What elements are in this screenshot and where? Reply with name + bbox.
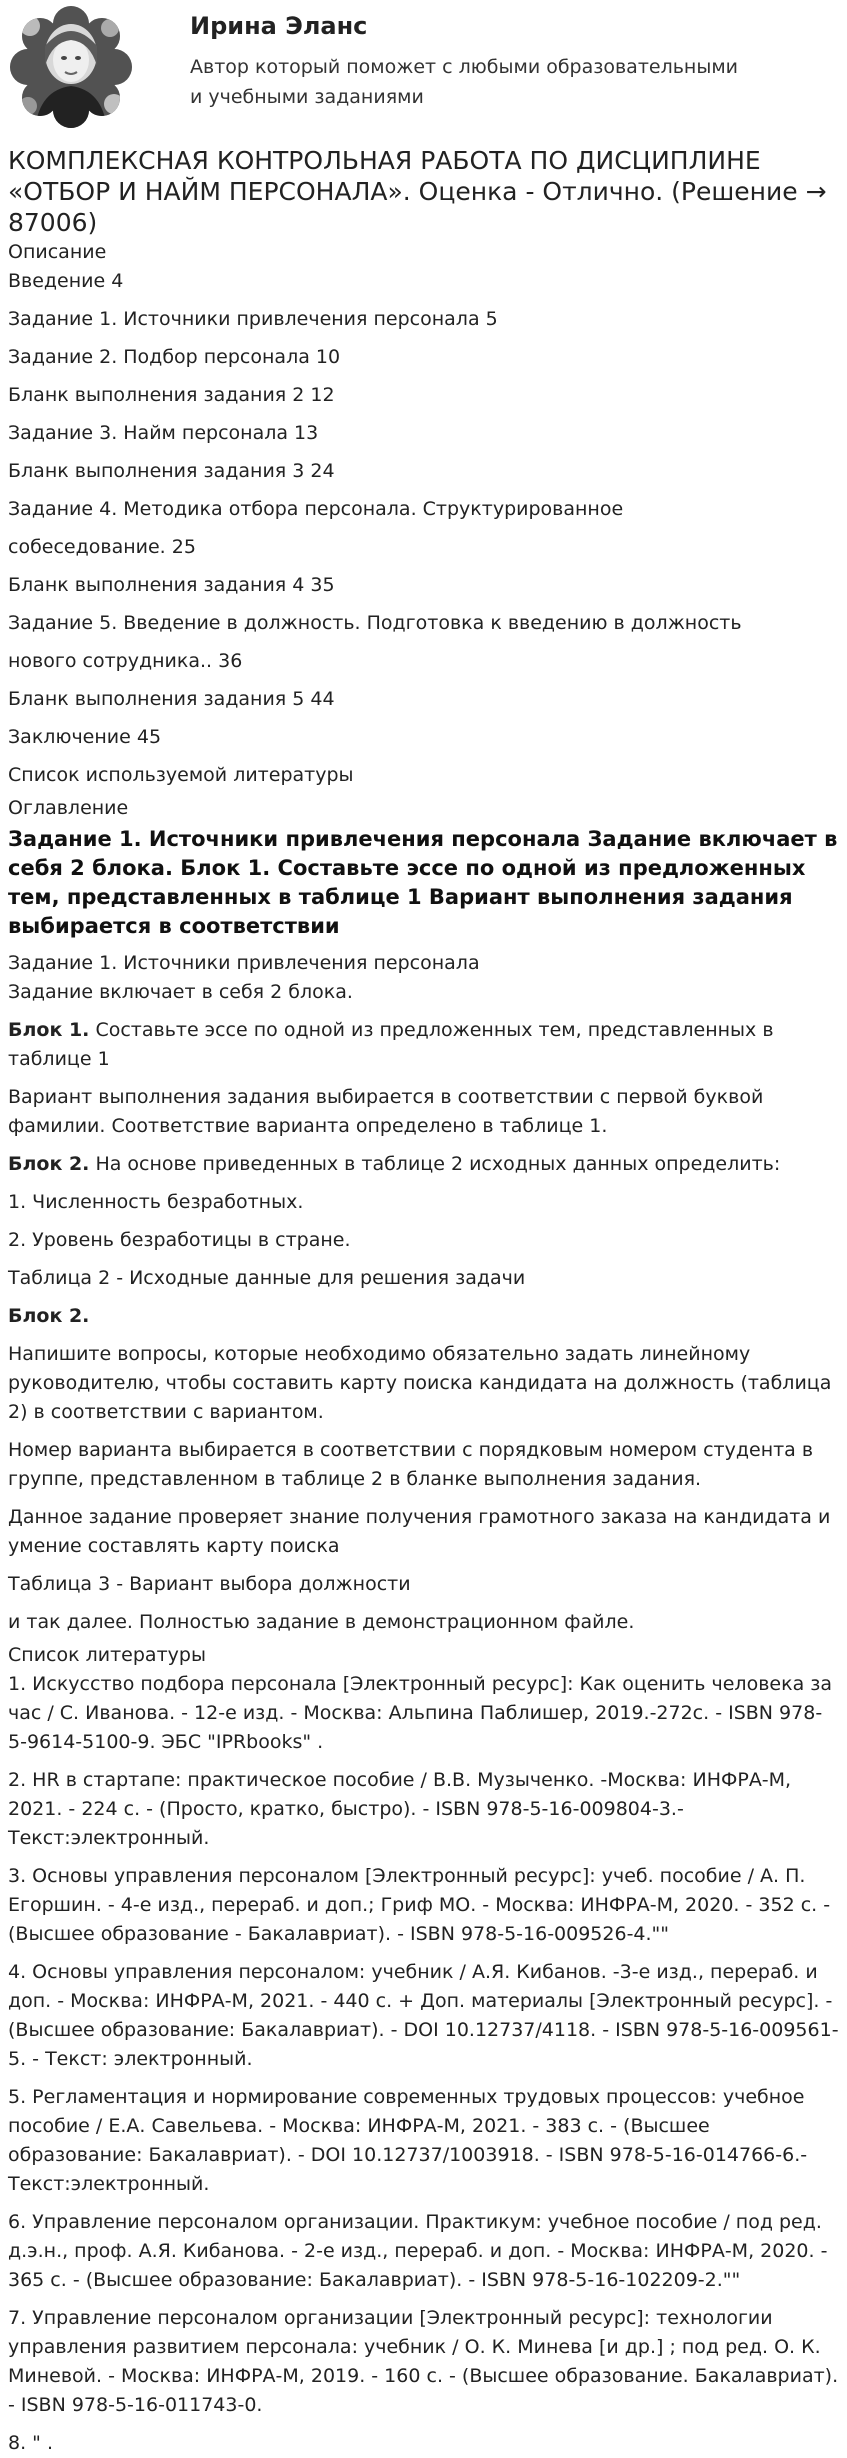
literature-item: 8. " .	[8, 2432, 53, 2454]
block2-paragraph	[8, 1150, 839, 1179]
contents-label: Оглавление	[8, 797, 129, 819]
table-of-contents	[8, 267, 839, 790]
toc-item: Задание 3. Найм персонала 13	[8, 422, 319, 444]
literature-item: 1. Искусство подбора персонала [Электронный ресурс]: Как оценить человека за час / С. Иванова. - 12-е изд. - Москва: Альпина Паблишер, 2019.-272с. - ISBN 978-5-9614-5100-9. ЭБС "IPRbooks" .	[8, 1673, 832, 1753]
task-line: Задание 1. Источники привлечения персонала	[8, 952, 480, 974]
author-name[interactable]: Ирина Эланс	[190, 12, 368, 40]
toc-item: Бланк выполнения задания 2 12	[8, 384, 335, 406]
toc-item: нового сотрудника.. 36	[8, 650, 243, 672]
block2-label: Блок 2.	[8, 1153, 90, 1175]
toc-item: Бланк выполнения задания 3 24	[8, 460, 335, 482]
toc-item: собеседование. 25	[8, 536, 196, 558]
block1-label: Блок 1.	[8, 1019, 90, 1041]
toc-item: Задание 5. Введение в должность. Подготовка к введению в должность	[8, 612, 742, 634]
literature-item: 3. Основы управления персоналом [Электронный ресурс]: учеб. пособие / А. П. Егоршин. - 4-е изд., перераб. и доп.; Гриф МО. - Москва: ИНФРА-М, 2020. - 352 с. - (Высшее образование - Бакалавриат). - ISBN 978-5-16-009526-4.""	[8, 1865, 831, 1945]
literature-item: 5. Регламентация и нормирование современных трудовых процессов: учебное пособие / Е.А. Савельева. - Москва: ИНФРА-М, 2021. - 383 с. - (Высшее образование: Бакалавриат). - DOI 10.12737/1003918. - ISBN 978-5-16-014766-6.- Текст:электронный.	[8, 2086, 808, 2195]
block2-text: На основе приведенных в таблице 2 исходных данных определить:	[89, 1153, 781, 1175]
toc-item: Введение 4	[8, 270, 124, 292]
list-item: 1. Численность безработных.	[8, 1191, 304, 1213]
toc-item: Заключение 45	[8, 726, 162, 748]
avatar-image	[10, 6, 132, 128]
toc-item: Бланк выполнения задания 4 35	[8, 574, 335, 596]
author-description: Автор который поможет с любыми образовательными и учебными заданиями	[190, 56, 739, 108]
toc-item: Бланк выполнения задания 5 44	[8, 688, 335, 710]
literature-item: 7. Управление персоналом организации [Электронный ресурс]: технологии управления развитием персонала: учебник / О. К. Минева [и др.] ; под ред. О. К. Миневой. - Москва: ИНФРА-М, 2019. - 160 с. - (Высшее образование. Бакалавриат). - ISBN 978-5-16-011743-0.	[8, 2307, 839, 2416]
description-label: Описание	[8, 241, 107, 263]
toc-item: Задание 2. Подбор персонала 10	[8, 346, 341, 368]
literature-item: 6. Управление персоналом организации. Практикум: учебное пособие / под ред. д.э.н., проф. А.Я. Кибанова. - 2-е изд., перераб. и доп. - Москва: ИНФРА-М, 2020. - 365 с. - (Высшее образование: Бакалавриат). - ISBN 978-5-16-102209-2.""	[8, 2211, 828, 2291]
author-avatar[interactable]	[10, 6, 132, 128]
toc-item: Список используемой литературы	[8, 764, 354, 786]
list-item: 2. Уровень безработицы в стране.	[8, 1229, 351, 1251]
contents-heading: Задание 1. Источники привлечения персонала Задание включает в себя 2 блока. Блок 1. Составьте эссе по одной из предложенных тем, представленных в таблице 1 Вариант выполнения задания выбирается в соответствии	[8, 827, 838, 938]
task-line: Задание включает в себя 2 блока.	[8, 981, 353, 1003]
table-caption: Таблица 2 - Исходные данные для решения задачи	[8, 1267, 526, 1289]
toc-item: Задание 4. Методика отбора персонала. Структурированное	[8, 498, 624, 520]
literature-list	[8, 1670, 839, 2458]
block1-paragraph	[8, 1016, 839, 1074]
block2b-paragraph	[8, 1302, 839, 1331]
literature-item: 2. HR в стартапе: практическое пособие / В.В. Музыченко. -Москва: ИНФРА-М, 2021. - 224 с. - (Просто, кратко, быстро). - ISBN 978-5-16-009804-3.- Текст:электронный.	[8, 1769, 792, 1849]
variant-paragraph: Вариант выполнения задания выбирается в соответствии с первой буквой фамилии. Соответствие варианта определено в таблице 1.	[8, 1086, 764, 1137]
etc-paragraph: и так далее. Полностью задание в демонстрационном файле.	[8, 1611, 635, 1633]
variant-number-paragraph: Номер варианта выбирается в соответствии с порядковым номером студента в группе, представленном в таблице 2 в бланке выполнения задания.	[8, 1439, 814, 1490]
task-section	[8, 949, 839, 1637]
checks-paragraph: Данное задание проверяет знание получения грамотного заказа на кандидата и умение составлять карту поиска	[8, 1506, 831, 1557]
literature-item: 4. Основы управления персоналом: учебник / А.Я. Кибанов. -3-е изд., перераб. и доп. - Москва: ИНФРА-М, 2021. - 440 с. + Доп. материалы [Электронный ресурс]. - (Высшее образование: Бакалавриат). - DOI 10.12737/4118. - ISBN 978-5-16-009561-5. - Текст: электронный.	[8, 1961, 839, 2070]
block2b-label: Блок 2.	[8, 1305, 90, 1327]
table-caption: Таблица 3 - Вариант выбора должности	[8, 1573, 411, 1595]
block1-text: Составьте эссе по одной из предложенных тем, представленных в таблице 1	[8, 1019, 774, 1070]
literature-label: Список литературы	[8, 1644, 206, 1666]
toc-item: Задание 1. Источники привлечения персонала 5	[8, 308, 498, 330]
author-card	[8, 0, 839, 140]
document-title: КОМПЛЕКСНАЯ КОНТРОЛЬНАЯ РАБОТА ПО ДИСЦИПЛИНЕ «ОТБОР И НАЙМ ПЕРСОНАЛА». Оценка - Отлично. (Решение → 87006)	[8, 146, 827, 237]
questions-paragraph: Напишите вопросы, которые необходимо обязательно задать линейному руководителю, чтобы составить карту поиска кандидата на должность (таблица 2) в соответствии с вариантом.	[8, 1343, 832, 1423]
